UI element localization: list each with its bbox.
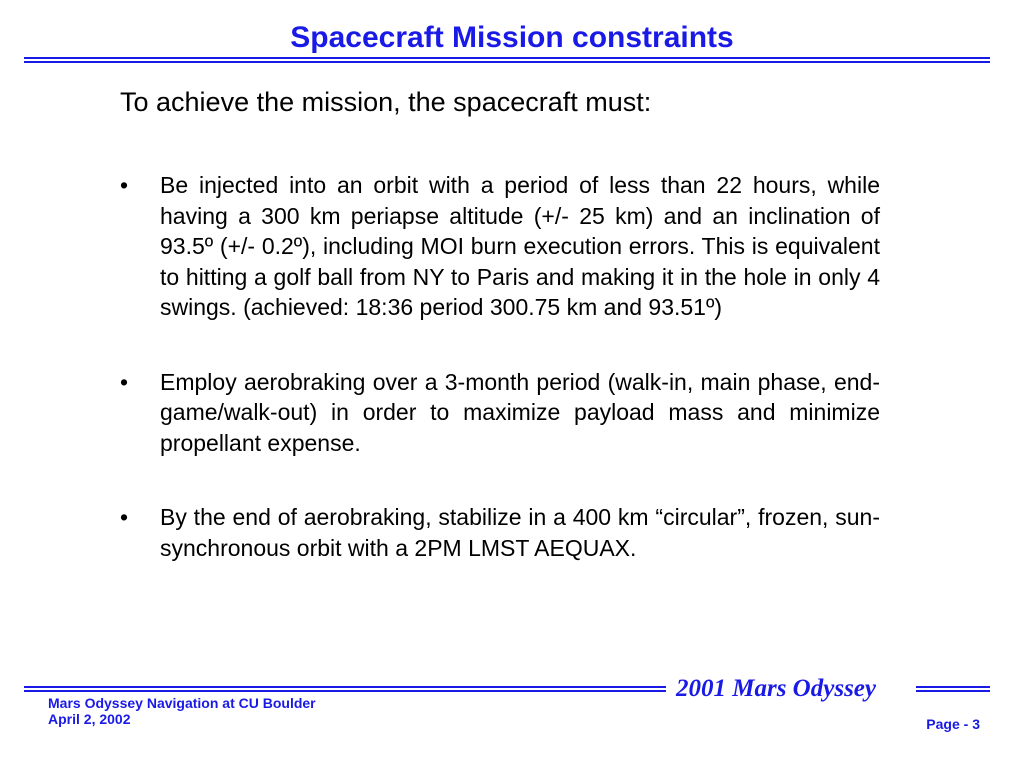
bullet-item <box>120 170 880 323</box>
presentation-date: April 2, 2002 <box>48 711 131 727</box>
bullet-icon: • <box>120 172 129 198</box>
bullet-text: Be injected into an orbit with a period of less than 22 hours, while having a 300 km periapse altitude (+/- 25 km) and an inclination of 93.5º (+/- 0.2º), including MOI burn execution errors. This is equivalent to hitting a golf ball from NY to Paris and making it in the hole in only 4 swings. (achieved: 18:36 period 300.75 km and 93.51º) <box>160 172 880 320</box>
slide-title: Spacecraft Mission constraints <box>290 21 734 54</box>
bullet-item <box>120 367 880 459</box>
bullet-list <box>120 170 880 607</box>
footer-brand: 2001 Mars Odyssey <box>676 675 876 702</box>
page-number: Page - 3 <box>926 716 980 732</box>
bullet-text: Employ aerobraking over a 3-month period (walk-in, main phase, end-game/walk-out) in order to maximize payload mass and minimize propellant expense. <box>160 368 880 456</box>
bullet-item <box>120 502 880 563</box>
bullet-icon: • <box>120 504 129 530</box>
intro-text: To achieve the mission, the spacecraft must: <box>120 87 652 117</box>
bullet-text: By the end of aerobraking, stabilize in a 400 km “circular”, frozen, sun-synchronous orbit with a 2PM LMST AEQUAX. <box>160 504 880 561</box>
footer-info <box>48 695 316 727</box>
presentation-title: Mars Odyssey Navigation at CU Boulder <box>48 695 316 711</box>
bullet-icon: • <box>120 368 129 395</box>
